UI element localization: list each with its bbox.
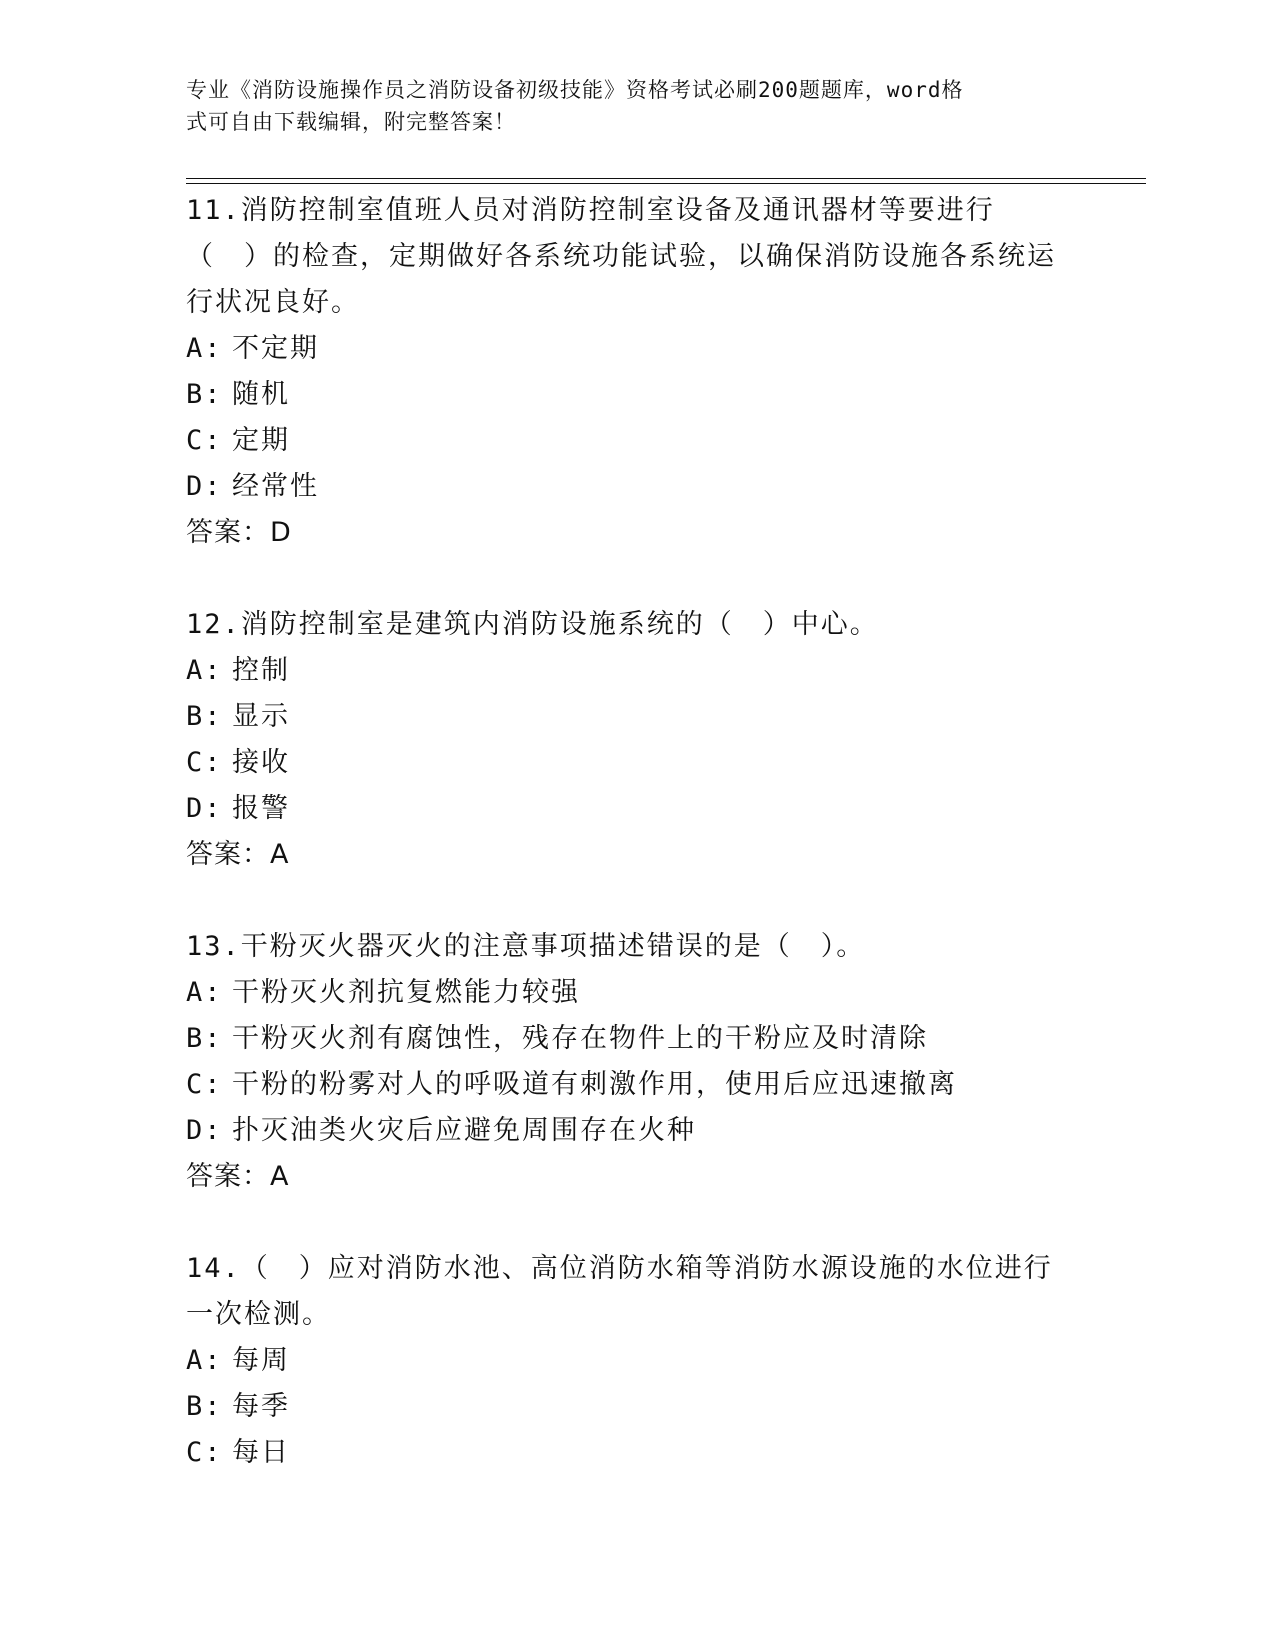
question-text: 13.干粉灭火器灭火的注意事项描述错误的是（ ）。 xyxy=(186,931,866,962)
option-text: 报警 xyxy=(232,793,290,824)
option-text: 随机 xyxy=(232,379,290,410)
question-text: 14.（ ）应对消防水池、高位消防水箱等消防水源设施的水位进行一次检测。 xyxy=(186,1253,1053,1330)
option-text: 控制 xyxy=(232,655,290,686)
option-label: B: xyxy=(186,701,223,732)
option-a xyxy=(186,970,1086,1016)
option-b xyxy=(186,372,1086,418)
option-b xyxy=(186,1384,1086,1430)
question-item xyxy=(186,188,1086,556)
option-text: 不定期 xyxy=(232,333,319,364)
option-label: B: xyxy=(186,379,223,410)
option-text: 扑灭油类火灾后应避免周围存在火种 xyxy=(232,1115,696,1146)
header-line-2: 式可自由下载编辑，附完整答案！ xyxy=(186,110,516,134)
option-d xyxy=(186,786,1086,832)
option-label: A: xyxy=(186,333,223,364)
option-text: 定期 xyxy=(232,425,290,456)
option-text: 每季 xyxy=(232,1391,290,1422)
question-item xyxy=(186,924,1086,1200)
answer-text: 答案：D xyxy=(186,517,292,548)
header-divider-bottom xyxy=(186,183,1146,184)
answer-text: 答案：A xyxy=(186,1161,290,1192)
option-a xyxy=(186,326,1086,372)
document-header xyxy=(186,74,1066,138)
option-text: 干粉的粉雾对人的呼吸道有刺激作用，使用后应迅速撤离 xyxy=(232,1069,957,1100)
option-text: 每日 xyxy=(232,1437,290,1468)
option-label: A: xyxy=(186,1345,223,1376)
option-label: C: xyxy=(186,1437,223,1468)
option-label: A: xyxy=(186,655,223,686)
option-text: 每周 xyxy=(232,1345,290,1376)
option-text: 接收 xyxy=(232,747,290,778)
question-item xyxy=(186,602,1086,878)
option-c xyxy=(186,1430,1086,1476)
question-list xyxy=(186,188,1086,1522)
header-divider-top xyxy=(186,178,1146,179)
answer-text: 答案：A xyxy=(186,839,290,870)
option-text: 显示 xyxy=(232,701,290,732)
option-text: 经常性 xyxy=(232,471,319,502)
option-a xyxy=(186,648,1086,694)
option-label: D: xyxy=(186,793,223,824)
question-text: 12.消防控制室是建筑内消防设施系统的（ ）中心。 xyxy=(186,609,879,640)
option-label: C: xyxy=(186,1069,223,1100)
option-d xyxy=(186,464,1086,510)
option-c xyxy=(186,418,1086,464)
option-label: B: xyxy=(186,1391,223,1422)
option-d xyxy=(186,1108,1086,1154)
option-b xyxy=(186,694,1086,740)
option-label: B: xyxy=(186,1023,223,1054)
option-label: A: xyxy=(186,977,223,1008)
option-b xyxy=(186,1016,1086,1062)
option-label: C: xyxy=(186,425,223,456)
question-text: 11.消防控制室值班人员对消防控制室设备及通讯器材等要进行（ ）的检查，定期做好各系统功能试验，以确保消防设施各系统运行状况良好。 xyxy=(186,195,1056,318)
question-item xyxy=(186,1246,1086,1476)
option-label: D: xyxy=(186,471,223,502)
option-c xyxy=(186,740,1086,786)
option-a xyxy=(186,1338,1086,1384)
option-text: 干粉灭火剂有腐蚀性，残存在物件上的干粉应及时清除 xyxy=(232,1023,928,1054)
option-label: D: xyxy=(186,1115,223,1146)
option-c xyxy=(186,1062,1086,1108)
option-text: 干粉灭火剂抗复燃能力较强 xyxy=(232,977,580,1008)
option-label: C: xyxy=(186,747,223,778)
header-line-1: 专业《消防设施操作员之消防设备初级技能》资格考试必刷200题题库，word格 xyxy=(186,78,964,102)
